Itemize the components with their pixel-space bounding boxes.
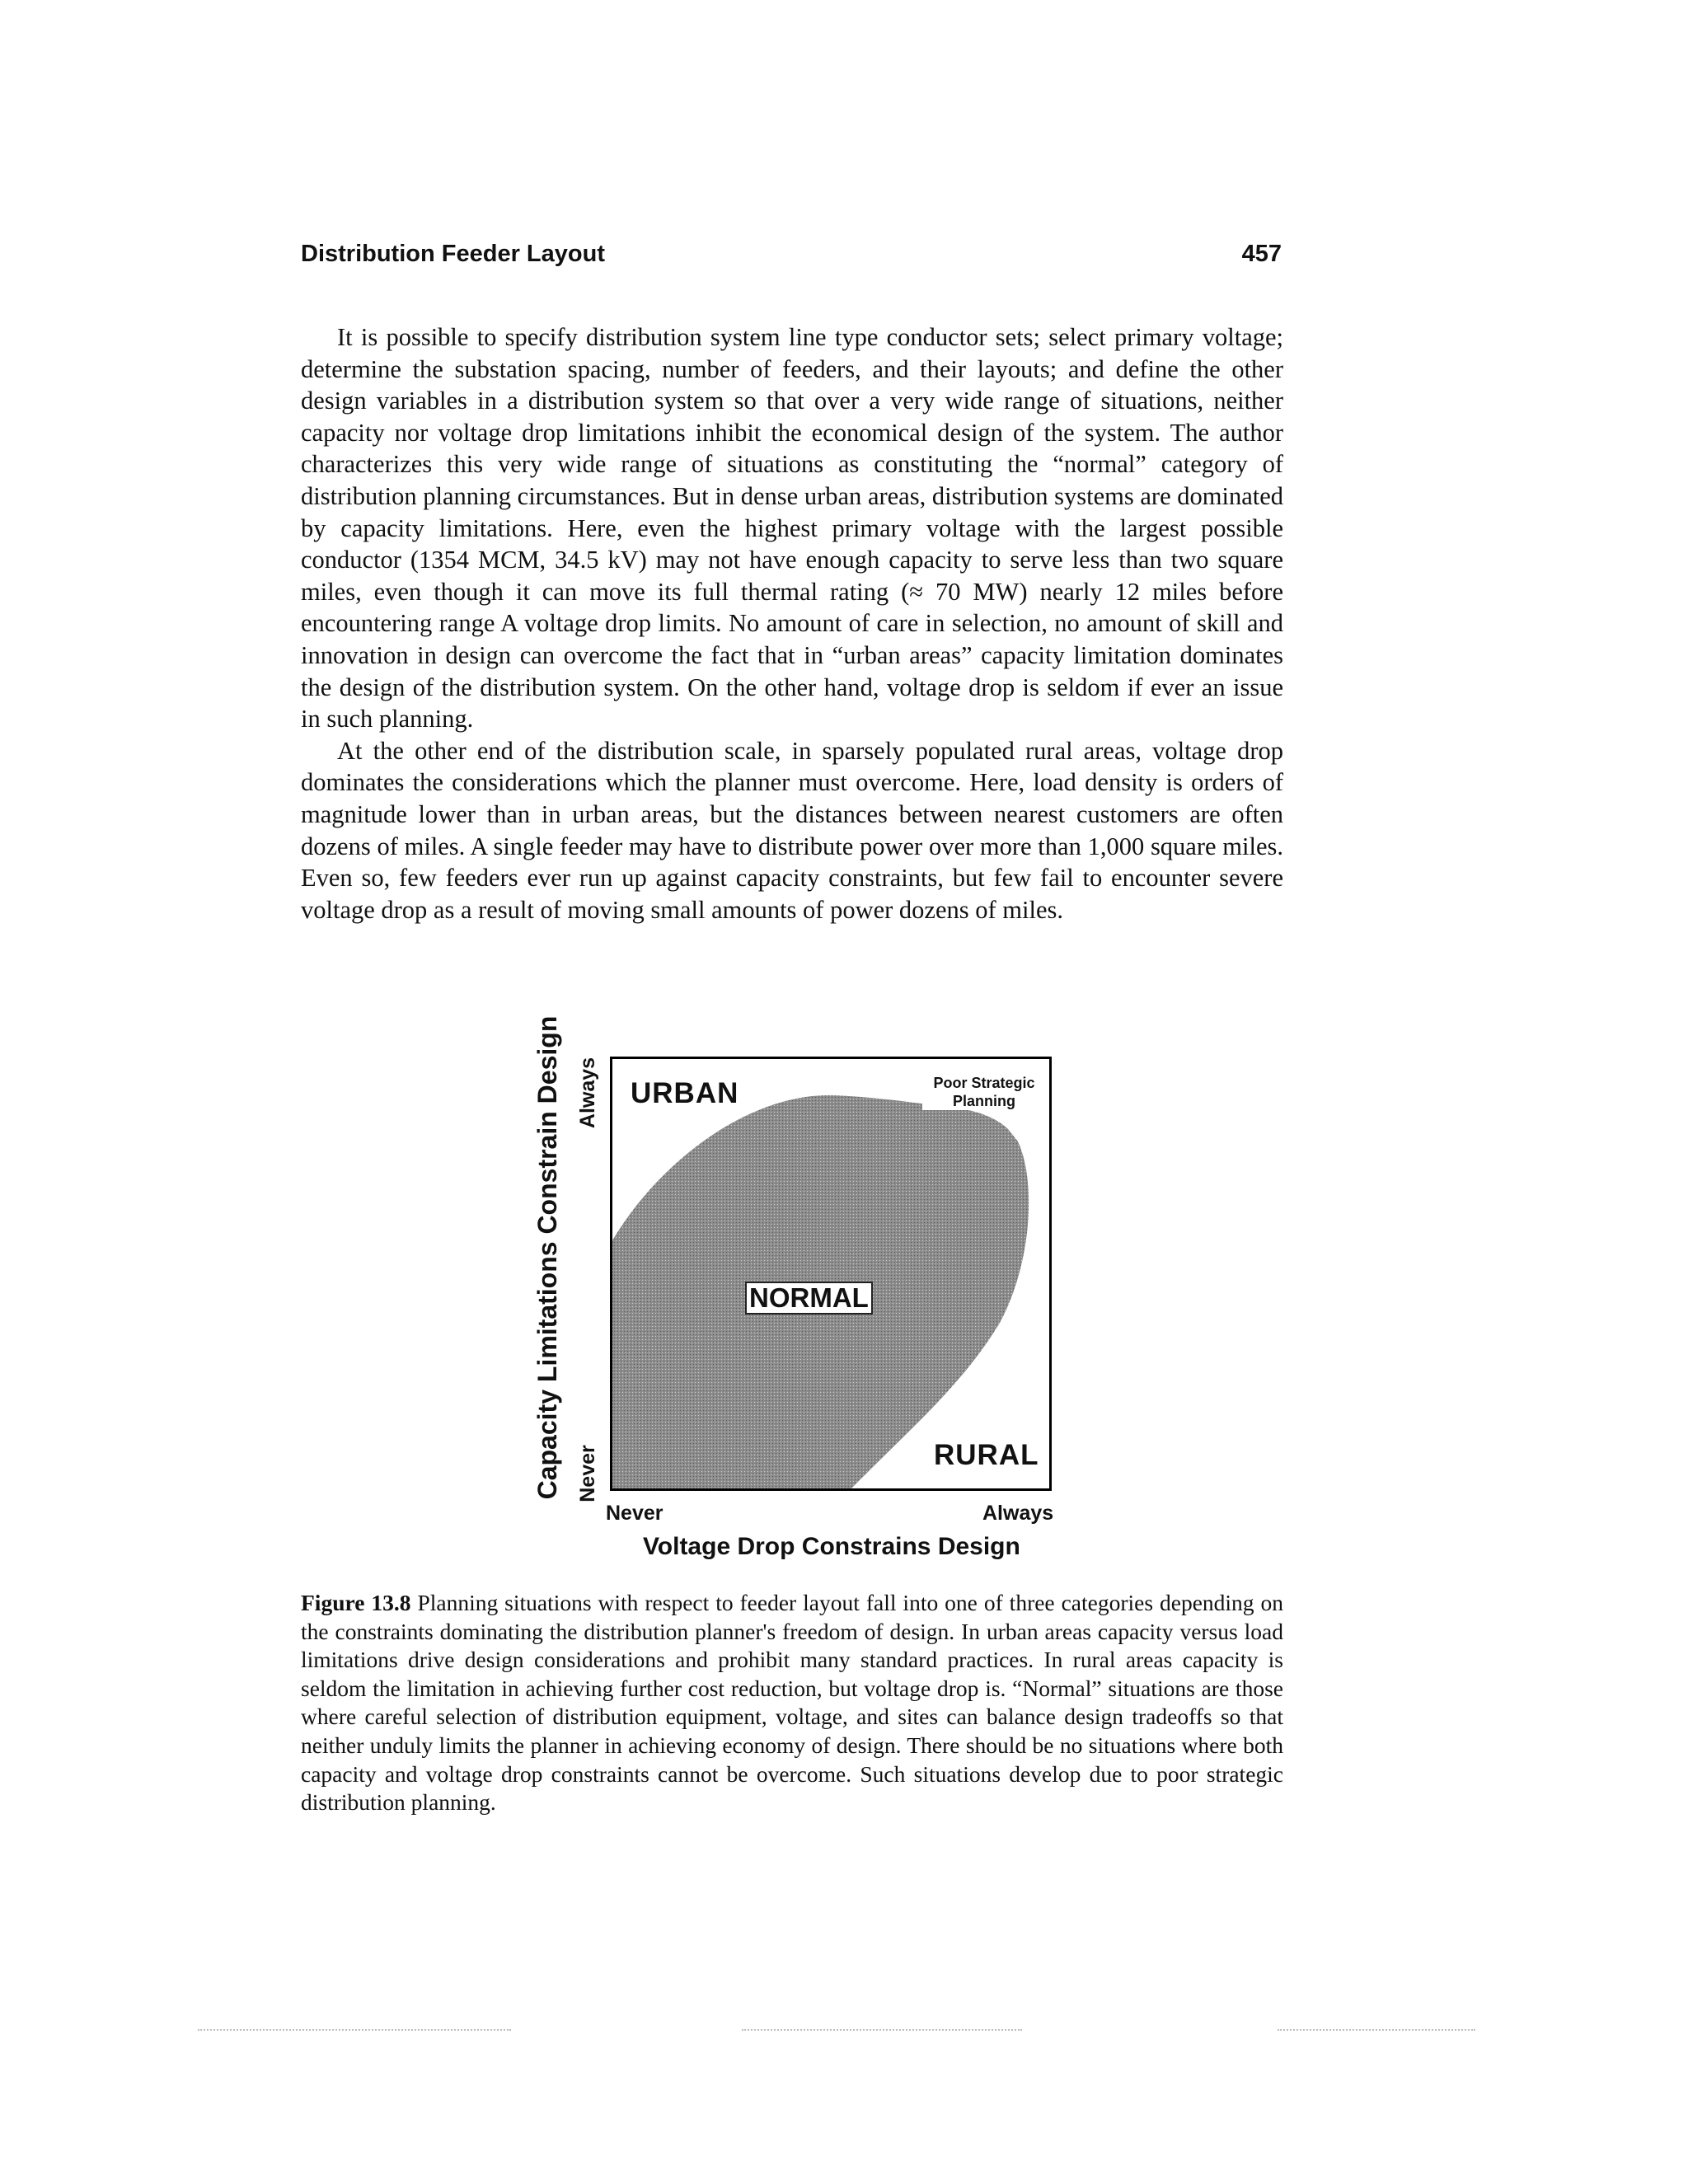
region-label-rural: RURAL	[934, 1439, 1039, 1471]
region-label-poor-strategic-planning: Poor Strategic Planning	[922, 1074, 1046, 1110]
caption-label: Figure 13.8	[301, 1590, 411, 1615]
body-paragraph: It is possible to specify distribution system line type conductor sets; select primary voltage; determine the substation spacing, number of feeders, and their layouts; and define the other design variables in a distribution system so that over a very wide range of situations, neither capacity nor voltage drop limitations inhibit the economical design of the system. The author characterizes this very wide range of situations as constituting the “normal” category of distribution planning circumstances. But in dense urban areas, distribution systems are dominated by capacity limitations. Here, even the highest primary voltage with the largest possible conductor (1354 MCM, 34.5 kV) may not have enough capacity to serve less than two square miles, even though it can move its full thermal rating (≈ 70 MW) nearly 12 miles before encountering range A voltage drop limits. No amount of care in selection, no amount of skill and innovation in design can overcome the fact that in “urban areas” capacity limitation dominates the design of the distribution system. On the other hand, voltage drop is seldom if ever an issue in such planning.	[301, 323, 1283, 733]
body-text	[301, 321, 1283, 926]
region-label-urban: URBAN	[631, 1077, 739, 1109]
x-tick-always: Always	[982, 1502, 1054, 1525]
scan-artifact-line	[742, 2029, 1022, 2031]
scan-artifact-line	[198, 2029, 511, 2031]
normal-region-graphic	[612, 1059, 1049, 1488]
x-tick-never: Never	[606, 1502, 663, 1525]
caption-text: Planning situations with respect to feeder layout fall into one of three categories depending on the constraints dominating the distribution planner's freedom of design. In urban areas capacity versus load limitations drive design considerations and prohibit many standard practices. In rural areas capacity is seldom the limitation in achieving further cost reduction, but voltage drop is. “Normal” situations are those where careful selection of distribution equipment, voltage, and sites can balance design tradeoffs so that neither unduly limits the planner in achieving economy of design. There should be no situations where both capacity and voltage drop constraints cannot be overcome. Such situations develop due to poor strategic distribution planning.	[301, 1590, 1283, 1816]
figure-caption	[301, 1589, 1283, 1817]
scan-artifact-line	[1278, 2029, 1475, 2031]
page-number: 457	[1241, 241, 1282, 267]
region-label-normal: NORMAL	[745, 1282, 873, 1315]
y-tick-never: Never	[576, 1445, 599, 1502]
running-head-title: Distribution Feeder Layout	[301, 241, 605, 267]
y-tick-always: Always	[576, 1057, 599, 1129]
running-head	[301, 241, 1282, 277]
x-axis-title: Voltage Drop Constrains Design	[643, 1533, 1020, 1560]
y-axis-title: Capacity Limitations Constrain Design	[532, 1015, 562, 1500]
plot-area	[610, 1057, 1052, 1491]
body-paragraph: At the other end of the distribution scale, in sparsely populated rural areas, voltage drop dominates the considerations which the planner must overcome. Here, load density is orders of magnitude lower than in urban areas, but the distances between nearest customers are often dozens of miles. A single feeder may have to distribute power over more than 1,000 square miles. Even so, few feeders ever run up against capacity constraints, but few fail to encounter severe voltage drop as a result of moving small amounts of power dozens of miles.	[301, 736, 1283, 924]
